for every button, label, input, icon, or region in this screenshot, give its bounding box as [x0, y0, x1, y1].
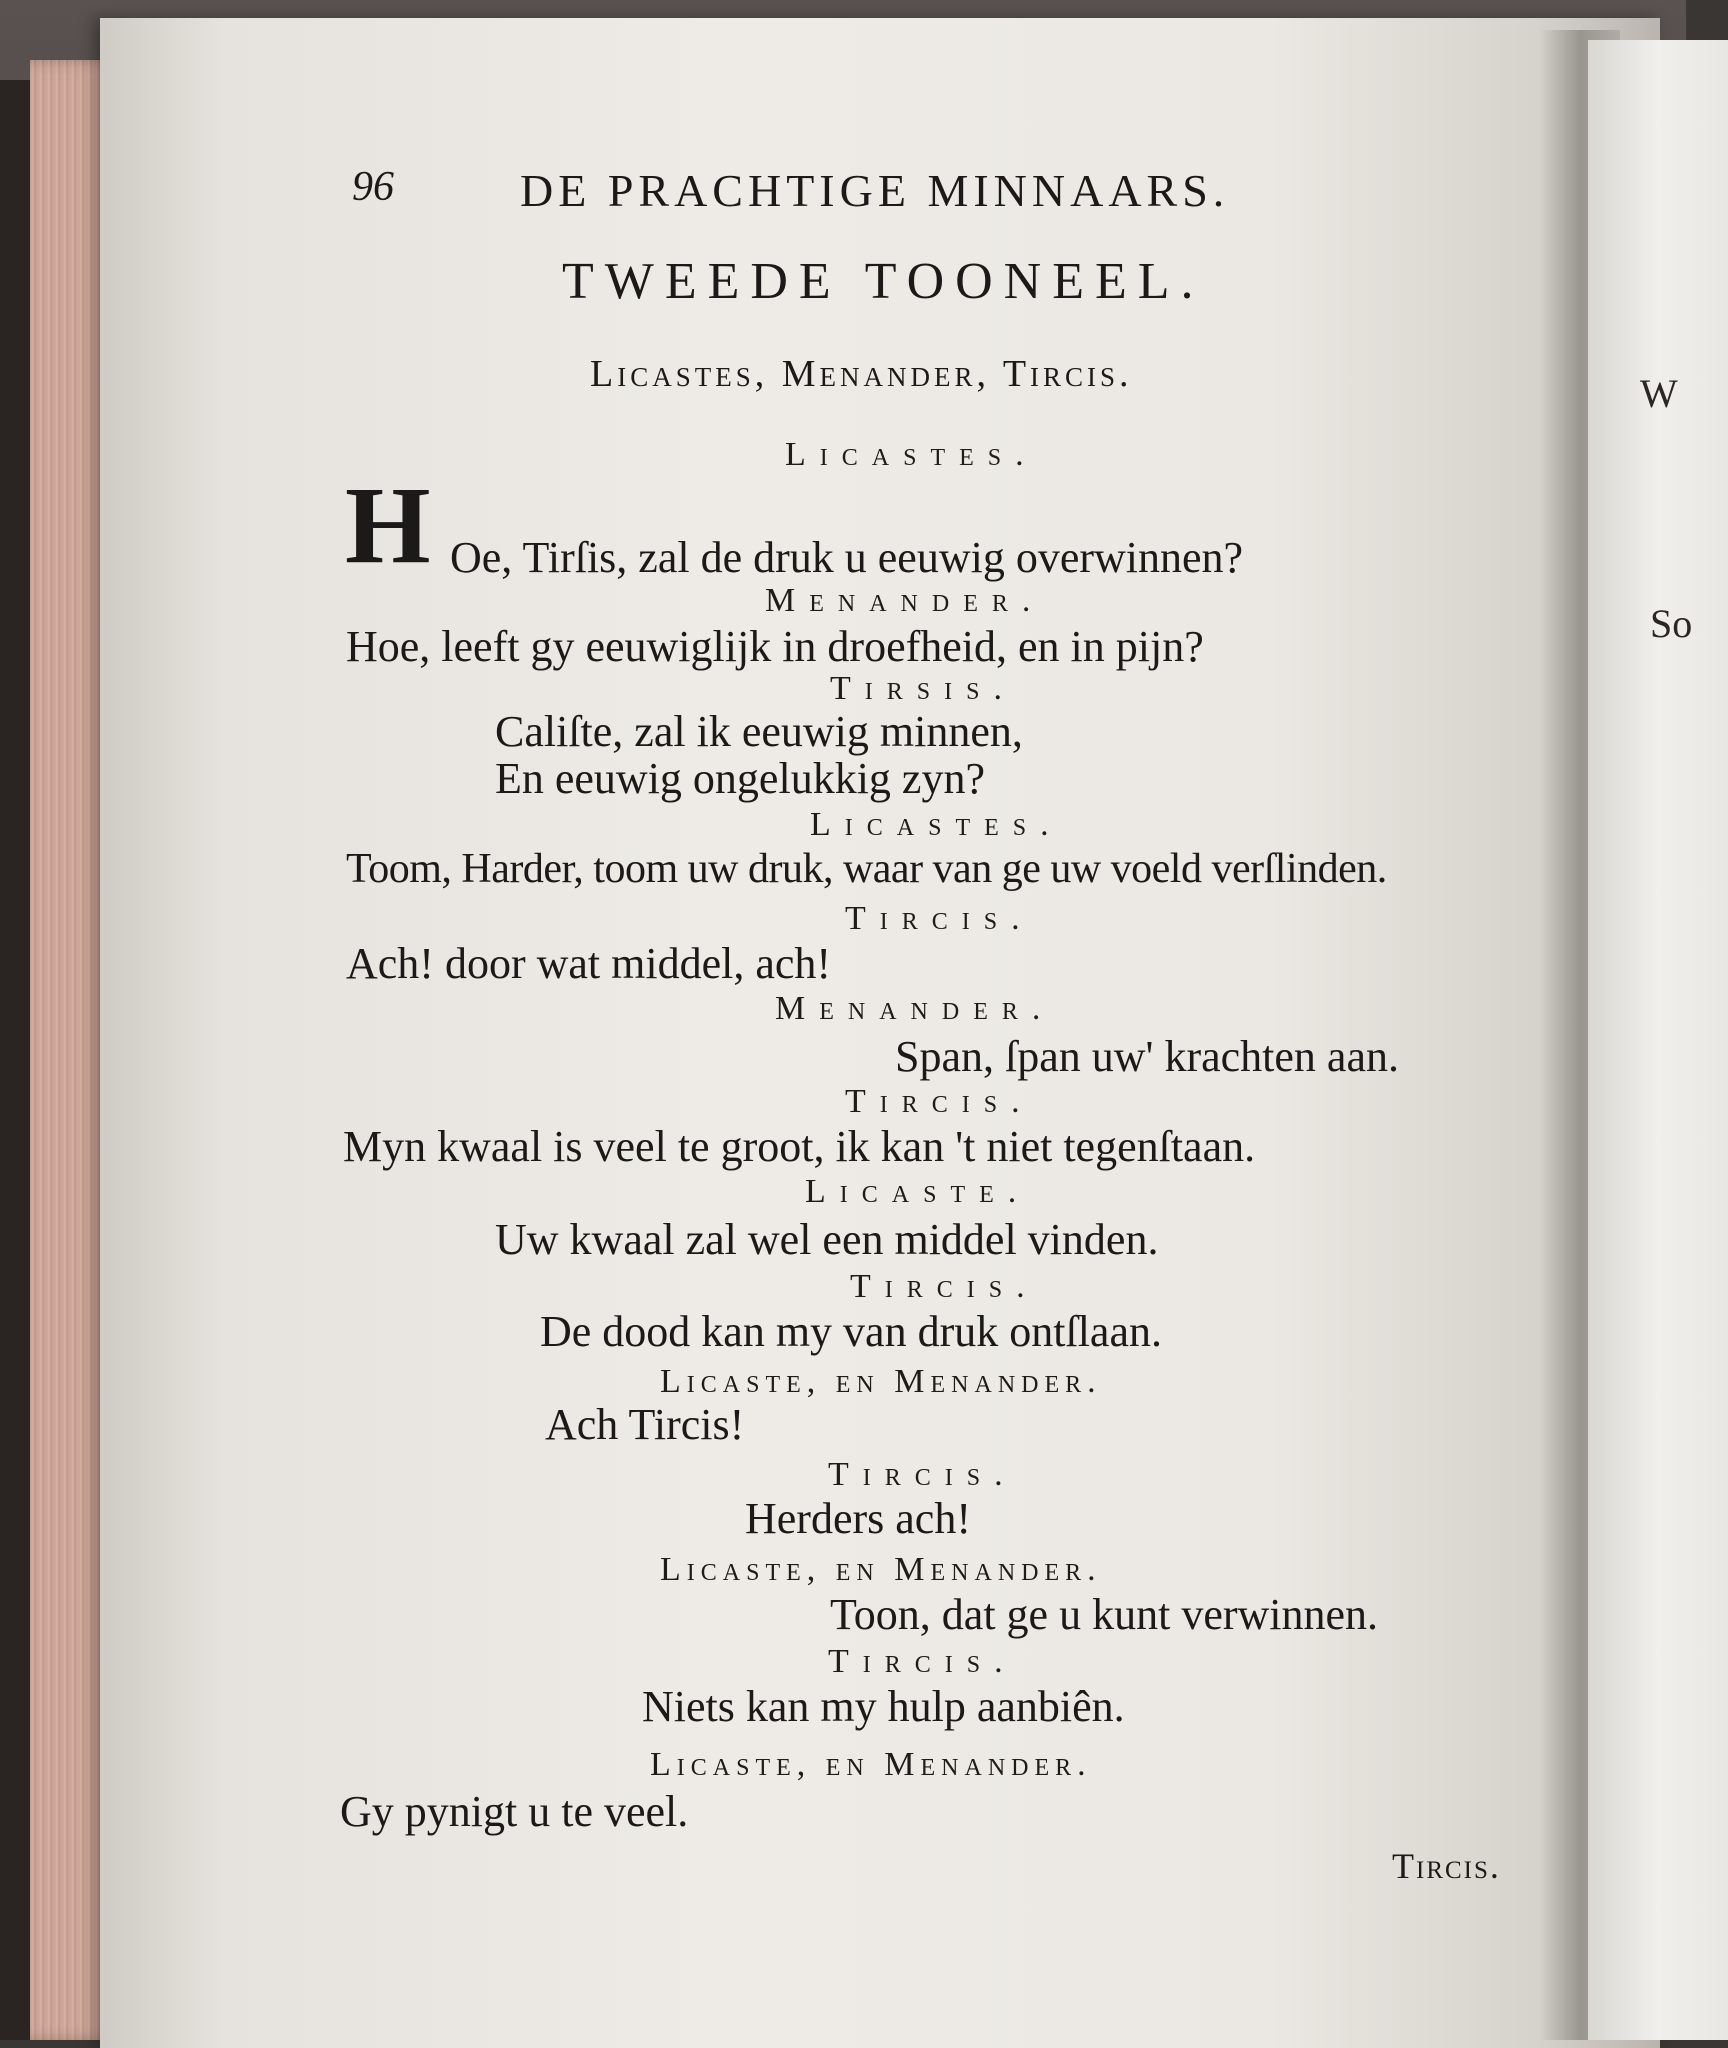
page-number: 96 — [352, 164, 394, 210]
verse-line: Myn kwaal is veel te groot, ik kan 't niet tegenſtaan. — [343, 1122, 1256, 1171]
cast-list: Licastes, Menander, Tircis. — [590, 353, 1133, 395]
speaker-heading: Tircis. — [850, 1268, 1039, 1305]
speaker-heading: Tircis. — [845, 900, 1034, 937]
drop-cap: H — [345, 464, 431, 586]
verse-line: Gy pynigt u te veel. — [340, 1787, 689, 1836]
speaker-heading: Tircis. — [828, 1456, 1017, 1493]
speaker-heading: Licaste, en Menander. — [660, 1363, 1102, 1400]
speaker-heading: Licastes. — [810, 806, 1063, 843]
verse-line: Herders ach! — [745, 1494, 971, 1543]
facing-page — [1588, 40, 1728, 2040]
verse-line: Caliſte, zal ik eeuwig minnen, — [495, 707, 1023, 756]
speaker-heading: Menander. — [775, 990, 1055, 1027]
verse-line: De dood kan my van druk ontſlaan. — [540, 1307, 1162, 1356]
speaker-heading: Tircis. — [828, 1643, 1017, 1680]
speaker-heading: Licastes. — [785, 436, 1038, 473]
verse-line: En eeuwig ongelukkig zyn? — [495, 754, 985, 803]
speaker-heading: Menander. — [765, 582, 1045, 619]
verse-line: Ach! door wat middel, ach! — [346, 939, 832, 988]
book-page — [100, 18, 1660, 2048]
verse-line: Toom, Harder, toom uw druk, waar van ge uw voeld verſlinden. — [346, 846, 1387, 892]
verse-line: Toon, dat ge u kunt verwinnen. — [830, 1590, 1379, 1639]
speaker-heading: Licaste. — [805, 1173, 1031, 1210]
facing-page-fragment: W — [1640, 371, 1678, 416]
verse-line: Uw kwaal zal wel een middel vinden. — [495, 1215, 1159, 1264]
speaker-heading: Licaste, en Menander. — [650, 1746, 1092, 1783]
speaker-heading: Licaste, en Menander. — [660, 1551, 1102, 1588]
verse-line: Niets kan my hulp aanbiên. — [642, 1682, 1125, 1731]
speaker-heading: Tircis. — [845, 1083, 1034, 1120]
verse-line: Span, ſpan uw' krachten aan. — [895, 1032, 1399, 1081]
verse-line: Ach Tircis! — [545, 1400, 745, 1449]
verse-line: Oe, Tirſis, zal de druk u eeuwig overwinnen? — [450, 533, 1244, 582]
running-title: DE PRACHTIGE MINNAARS. — [520, 165, 1230, 216]
catchword: Tircis. — [1392, 1846, 1501, 1886]
verse-line: Hoe, leeft gy eeuwiglijk in droefheid, en in pijn? — [346, 622, 1204, 671]
speaker-heading: Tirsis. — [830, 670, 1016, 707]
scene-title: TWEEDE TOONEEL. — [562, 253, 1205, 310]
facing-page-fragment: So — [1650, 601, 1693, 646]
